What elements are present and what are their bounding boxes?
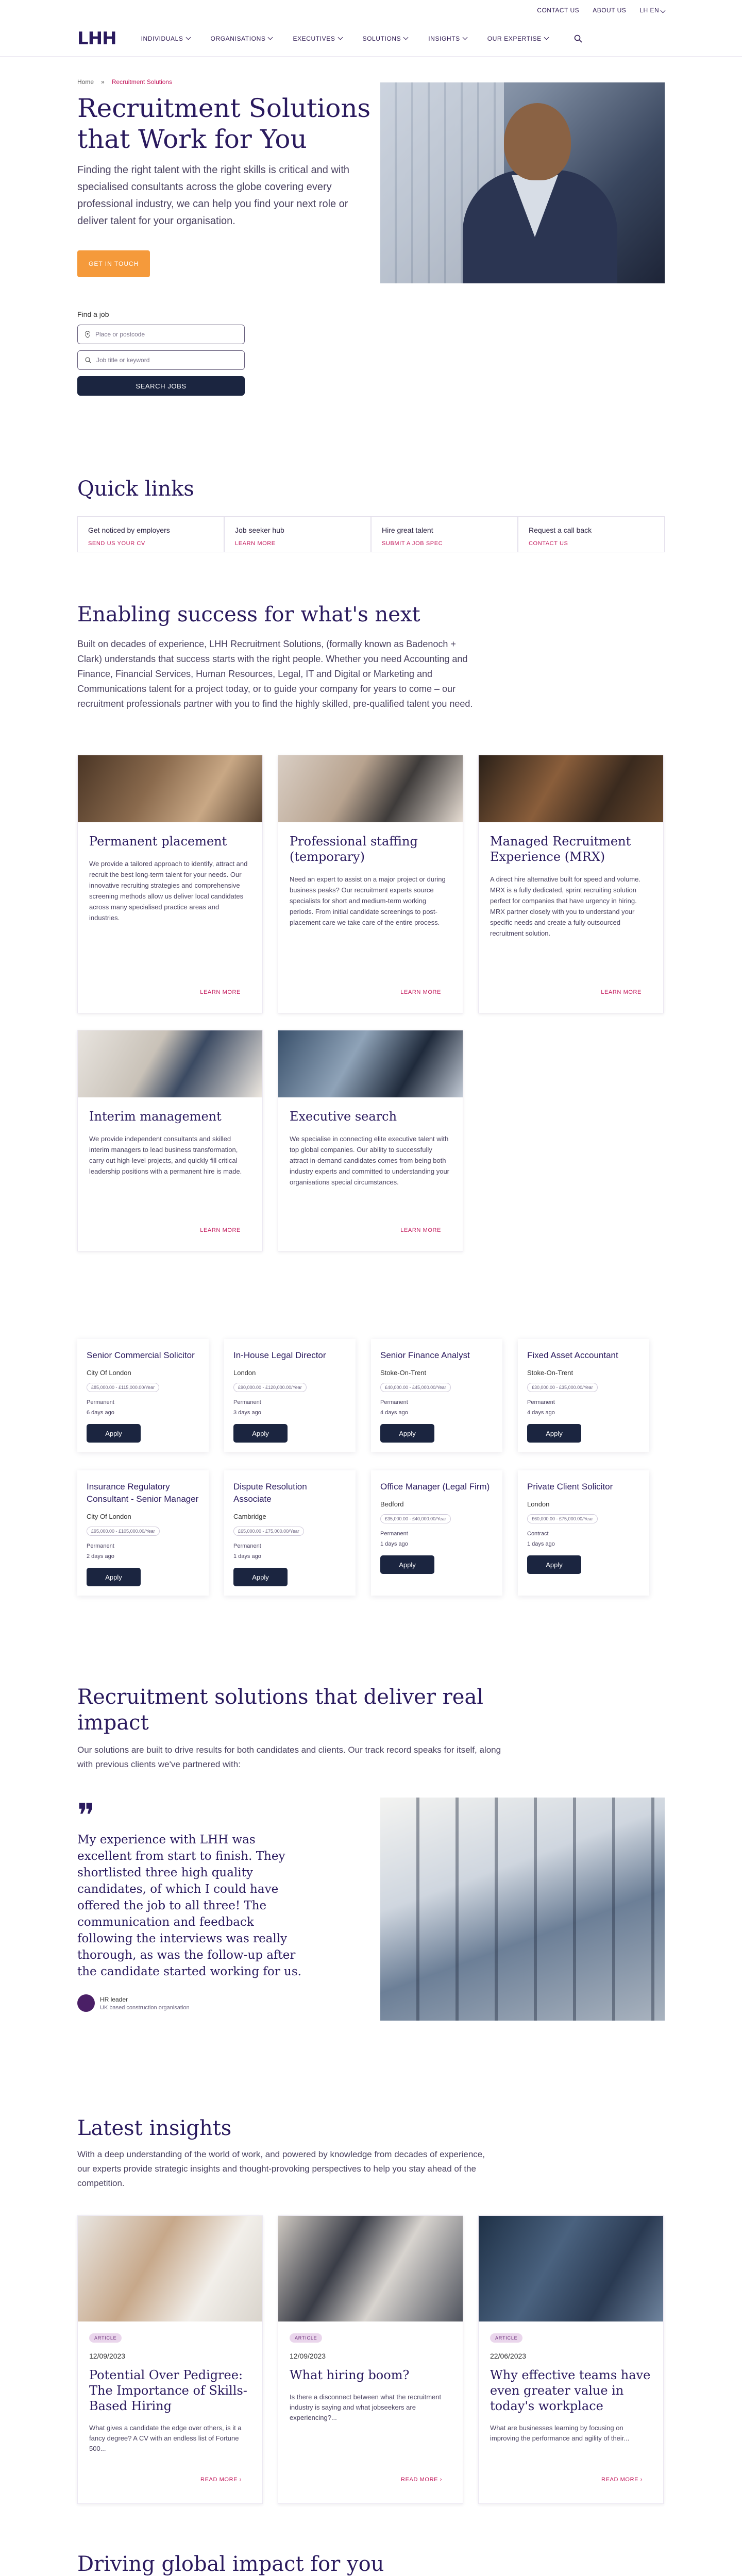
breadcrumb-home[interactable]: Home [77, 78, 94, 86]
job-location: London [233, 1369, 256, 1377]
service-image [278, 1030, 463, 1097]
service-card[interactable] [478, 755, 664, 1013]
job-posted: 3 days ago [233, 1410, 261, 1416]
nav-label: OUR EXPERTISE [487, 35, 542, 42]
chevron-down-icon [185, 35, 191, 40]
nav-insights[interactable] [428, 35, 466, 42]
insight-text: What gives a candidate the edge over others, is it a fancy degree? A CV with an endless list of Fortune 500... [89, 2424, 242, 2452]
chevron-down-icon [462, 35, 467, 40]
insight-image [78, 2216, 262, 2321]
job-title[interactable]: In-House Legal Director [233, 1350, 326, 1360]
job-card[interactable] [371, 1339, 502, 1452]
job-type: Contract [527, 1531, 549, 1537]
avatar [77, 1994, 95, 2012]
job-salary: £60,000.00 - £75,000.00/Year [527, 1514, 598, 1523]
article-tag: ARTICLE [290, 2333, 322, 2343]
article-tag: ARTICLE [89, 2333, 122, 2343]
job-salary: £40,000.00 - £45,000.00/Year [380, 1383, 451, 1392]
service-image [78, 755, 262, 822]
job-salary: £65,000.00 - £75,000.00/Year [233, 1527, 304, 1536]
insights-section [77, 2116, 665, 2504]
insight-text: What are businesses learning by focusing on improving the performance and agility of their... [490, 2424, 630, 2442]
insight-title[interactable]: Potential Over Pedigree: The Importance of Skills-Based Hiring [89, 2368, 247, 2413]
apply-button[interactable]: Apply [380, 1424, 434, 1443]
testimonial [77, 1798, 335, 2021]
location-pin-icon [85, 331, 90, 338]
service-text: We specialise in connecting elite executive talent with top global companies. Our ability to successfully attract in-demand candidates comes from being both industry experts and committed to understanding your organisations special circumstances. [290, 1135, 450, 1186]
job-type: Permanent [87, 1399, 114, 1405]
quick-link-card[interactable] [224, 516, 371, 552]
job-card[interactable] [518, 1339, 649, 1452]
chevron-down-icon [403, 35, 409, 40]
quick-link-cta[interactable]: SEND US YOUR CV [88, 540, 145, 547]
job-location: Stoke-On-Trent [527, 1369, 574, 1377]
learn-more-link[interactable]: LEARN MORE [200, 1227, 241, 1233]
learn-more-link[interactable]: LEARN MORE [200, 989, 241, 995]
read-more-label: READ MORE [601, 2477, 639, 2483]
job-salary: £30,000.00 - £35,000.00/Year [527, 1383, 598, 1392]
service-text: We provide independent consultants and skilled interim managers to lead business transformation, carry out high-level projects, and quickly fill critical leadership positions with a permanent hire is made. [89, 1135, 242, 1175]
quick-link-cta[interactable]: SUBMIT A JOB SPEC [382, 540, 443, 547]
quick-link-title: Request a call back [529, 526, 592, 534]
job-type: Permanent [380, 1531, 408, 1537]
job-location: Stoke-On-Trent [380, 1369, 427, 1377]
find-job-label: Find a job [77, 310, 109, 318]
job-card[interactable] [224, 1470, 356, 1596]
impact-section [77, 1684, 665, 2021]
nav-solutions[interactable] [363, 35, 408, 42]
insight-text: Is there a disconnect between what the recruitment industry is saying and what jobseekers are experiencing?... [290, 2393, 442, 2421]
quick-links-title: Quick links [77, 477, 194, 501]
service-card[interactable] [77, 755, 263, 1013]
author-role: UK based construction organisation [100, 2004, 190, 2011]
quick-link-title: Hire great talent [382, 526, 433, 534]
enabling-title: Enabling success for what's next [77, 603, 420, 626]
stats-title: Driving global impact for you [77, 2552, 384, 2576]
keyword-input[interactable] [77, 350, 245, 370]
service-text: A direct hire alternative built for speed and volume. MRX is a fully dedicated, sprint recruiting solution perfect for companies that have urgency in hiring. MRX partner closely with you to understand your specific needs and create a fully outsourced recruitment solution. [490, 875, 640, 937]
nav-organisations[interactable] [211, 35, 273, 42]
insight-title[interactable]: What hiring boom? [290, 2368, 410, 2382]
job-posted: 1 days ago [380, 1541, 408, 1547]
insight-card[interactable] [478, 2215, 664, 2504]
service-title: Executive search [290, 1109, 397, 1124]
job-type: Permanent [380, 1399, 408, 1405]
nav-label: SOLUTIONS [362, 35, 401, 42]
insight-image [479, 2216, 663, 2321]
testimonial-author [77, 1994, 335, 2012]
chevron-down-icon [661, 8, 666, 13]
enabling-text: Built on decades of experience, LHH Recruitment Solutions, (formally known as Badenoch + Clark) understands that success starts with the right people. Whether you need Accounting and Finance, Financial Services, Human Resources, Legal, IT and Digital or Marketing and Communications talent for a project today, or to guide your company for years to come – our recruitment professionals partner with you to find the highly skilled, pre-qualified talent you need. [77, 639, 473, 709]
insight-date: 12/09/2023 [290, 2352, 326, 2360]
breadcrumb-current: Recruitment Solutions [111, 78, 173, 86]
learn-more-link[interactable]: LEARN MORE [400, 989, 441, 995]
learn-more-link[interactable]: LEARN MORE [400, 1227, 441, 1233]
read-more-link[interactable]: READ MORE › [200, 2477, 242, 2483]
service-text: Need an expert to assist on a major project or during business peaks? Our recruitment experts source specialists for short and medium-term working periods. From initial candidate screenings to post-placement care we take care of the entire process. [290, 875, 446, 926]
job-location: City Of London [87, 1369, 131, 1377]
job-location: City Of London [87, 1513, 131, 1520]
keyword-placeholder: Job title or keyword [96, 357, 150, 364]
service-title: Managed Recruitment Experience (MRX) [490, 834, 631, 864]
job-title[interactable]: Private Client Solicitor [527, 1482, 613, 1492]
insight-image [278, 2216, 463, 2321]
hero-image [380, 82, 665, 283]
stats-section [77, 2552, 665, 2576]
job-card[interactable] [371, 1470, 502, 1596]
service-image [278, 755, 463, 822]
job-card[interactable] [77, 1470, 209, 1596]
nav-label: INSIGHTS [428, 35, 460, 42]
place-placeholder: Place or postcode [95, 331, 145, 338]
read-more-label: READ MORE [200, 2477, 238, 2483]
insight-card[interactable] [77, 2215, 263, 2504]
nav-individuals[interactable] [141, 35, 190, 42]
insight-date: 12/09/2023 [89, 2352, 126, 2360]
testimonial-image [380, 1798, 665, 2021]
quick-link-title: Get noticed by employers [88, 526, 170, 534]
chevron-down-icon [544, 35, 549, 40]
job-card[interactable] [224, 1339, 356, 1452]
job-title[interactable]: Senior Finance Analyst [380, 1350, 470, 1360]
job-salary: £85,000.00 - £115,000.00/Year [87, 1383, 159, 1392]
nav-label: ORGANISATIONS [210, 35, 266, 42]
job-salary: £90,000.00 - £120,000.00/Year [233, 1383, 307, 1392]
job-posted: 1 days ago [527, 1541, 555, 1547]
nav-our-expertise[interactable] [487, 35, 548, 42]
insights-title: Latest insights [77, 2116, 232, 2140]
hero [77, 86, 665, 415]
services-grid [77, 755, 665, 1251]
job-posted: 4 days ago [380, 1410, 408, 1416]
nav-label: EXECUTIVES [293, 35, 335, 42]
insight-title[interactable]: Why effective teams have even greater value in today's workplace [490, 2368, 651, 2413]
quick-links-section [77, 477, 665, 552]
impact-text: Our solutions are built to drive results for both candidates and clients. Our track record speaks for itself, along with previous clients we've partnered with: [77, 1745, 501, 1769]
place-input[interactable] [77, 325, 245, 344]
job-title[interactable]: Fixed Asset Accountant [527, 1350, 618, 1360]
job-posted: 1 days ago [233, 1553, 261, 1560]
learn-more-link[interactable]: LEARN MORE [601, 989, 642, 995]
quick-link-title: Job seeker hub [235, 526, 284, 534]
get-in-touch-button[interactable]: GET IN TOUCH [77, 250, 150, 277]
job-type: Permanent [233, 1543, 261, 1549]
language-label: LH EN [639, 7, 660, 14]
job-location: Cambridge [233, 1513, 266, 1520]
service-image [479, 755, 663, 822]
enabling-section [77, 603, 665, 711]
service-card[interactable] [278, 755, 463, 1013]
insights-text: With a deep understanding of the world of work, and powered by knowledge from decades of experience, our experts provide strategic insights and thought-provoking perspectives to help you stay ahead of the competition. [77, 2149, 485, 2188]
read-more-link[interactable]: READ MORE › [401, 2477, 442, 2483]
apply-button[interactable]: Apply [527, 1424, 581, 1443]
job-location: London [527, 1500, 550, 1508]
logo[interactable]: LHH [77, 28, 116, 49]
job-posted: 2 days ago [87, 1553, 114, 1560]
job-type: Permanent [233, 1399, 261, 1405]
page-title: Recruitment Solutions that Work for You [77, 93, 371, 154]
testimonial-quote: My experience with LHH was excellent from start to finish. They shortlisted three high quality candidates, of which I could have offered the job to all three! The communication and feedback following the interviews was really thorough, as was the follow-up after the candidate started working for us. [77, 1833, 301, 1978]
service-title: Professional staffing (temporary) [290, 834, 418, 864]
read-more-link[interactable]: READ MORE › [601, 2477, 643, 2483]
service-image [78, 1030, 262, 1097]
utility-bar [0, 0, 742, 21]
service-card[interactable] [77, 1030, 263, 1251]
job-title[interactable]: Senior Commercial Solicitor [87, 1350, 195, 1360]
quick-link-card[interactable] [77, 516, 224, 552]
service-text: We provide a tailored approach to identify, attract and recruit the best long-term talent for your needs. Our innovative recruiting strategies and comprehensive screening methods allow us deliver local candidates across many specialised practice areas and industries. [89, 860, 248, 922]
apply-button[interactable]: Apply [87, 1568, 141, 1586]
nav-label: INDIVIDUALS [141, 35, 183, 42]
service-card[interactable] [278, 1030, 463, 1251]
job-card[interactable] [77, 1339, 209, 1452]
service-title: Interim management [89, 1109, 222, 1124]
search-icon[interactable] [574, 35, 582, 43]
job-type: Permanent [87, 1543, 114, 1549]
apply-button[interactable]: Apply [233, 1424, 288, 1443]
quick-link-cta[interactable]: CONTACT US [529, 540, 568, 547]
job-title[interactable]: Insurance Regulatory Consultant - Senior Manager [87, 1482, 199, 1504]
apply-button[interactable]: Apply [380, 1555, 434, 1574]
job-card[interactable] [518, 1470, 649, 1596]
article-tag: ARTICLE [490, 2333, 522, 2343]
insight-date: 22/06/2023 [490, 2352, 527, 2360]
chevron-down-icon [268, 35, 273, 40]
job-salary: £95,000.00 - £105,000.00/Year [87, 1527, 160, 1536]
quote-icon: ❞ [77, 1797, 95, 1835]
breadcrumb-separator: » [101, 78, 105, 86]
apply-button[interactable]: Apply [527, 1555, 581, 1574]
read-more-label: READ MORE [401, 2477, 439, 2483]
apply-button[interactable]: Apply [233, 1568, 288, 1586]
search-icon [85, 357, 91, 363]
service-title: Permanent placement [89, 834, 227, 849]
about-us-link[interactable]: ABOUT US [593, 7, 627, 14]
chevron-down-icon [338, 35, 343, 40]
job-posted: 6 days ago [87, 1410, 114, 1416]
contact-us-link[interactable]: CONTACT US [537, 7, 580, 14]
job-posted: 4 days ago [527, 1410, 555, 1416]
search-jobs-button[interactable]: SEARCH JOBS [77, 376, 245, 396]
job-title[interactable]: Dispute Resolution Associate [233, 1482, 307, 1504]
insight-card[interactable] [278, 2215, 463, 2504]
quick-link-cta[interactable]: LEARN MORE [235, 540, 276, 547]
nav-executives[interactable] [293, 35, 342, 42]
breadcrumb [77, 57, 665, 86]
job-location: Bedford [380, 1500, 404, 1508]
job-title[interactable]: Office Manager (Legal Firm) [380, 1482, 490, 1492]
author-name: HR leader [100, 1995, 128, 2003]
job-salary: £35,000.00 - £40,000.00/Year [380, 1514, 451, 1523]
hero-lead: Finding the right talent with the right skills is critical and with specialised consultants across the globe covering every professional industry, we can help you find your next role or deliver talent for your organisation. [77, 164, 350, 227]
job-type: Permanent [527, 1399, 555, 1405]
apply-button[interactable]: Apply [87, 1424, 141, 1443]
quick-link-card[interactable] [518, 516, 665, 552]
main-nav [0, 21, 742, 57]
impact-title: Recruitment solutions that deliver real impact [77, 1685, 484, 1735]
quick-link-card[interactable] [371, 516, 518, 552]
language-selector[interactable] [639, 7, 665, 14]
jobs-grid [77, 1339, 665, 1596]
